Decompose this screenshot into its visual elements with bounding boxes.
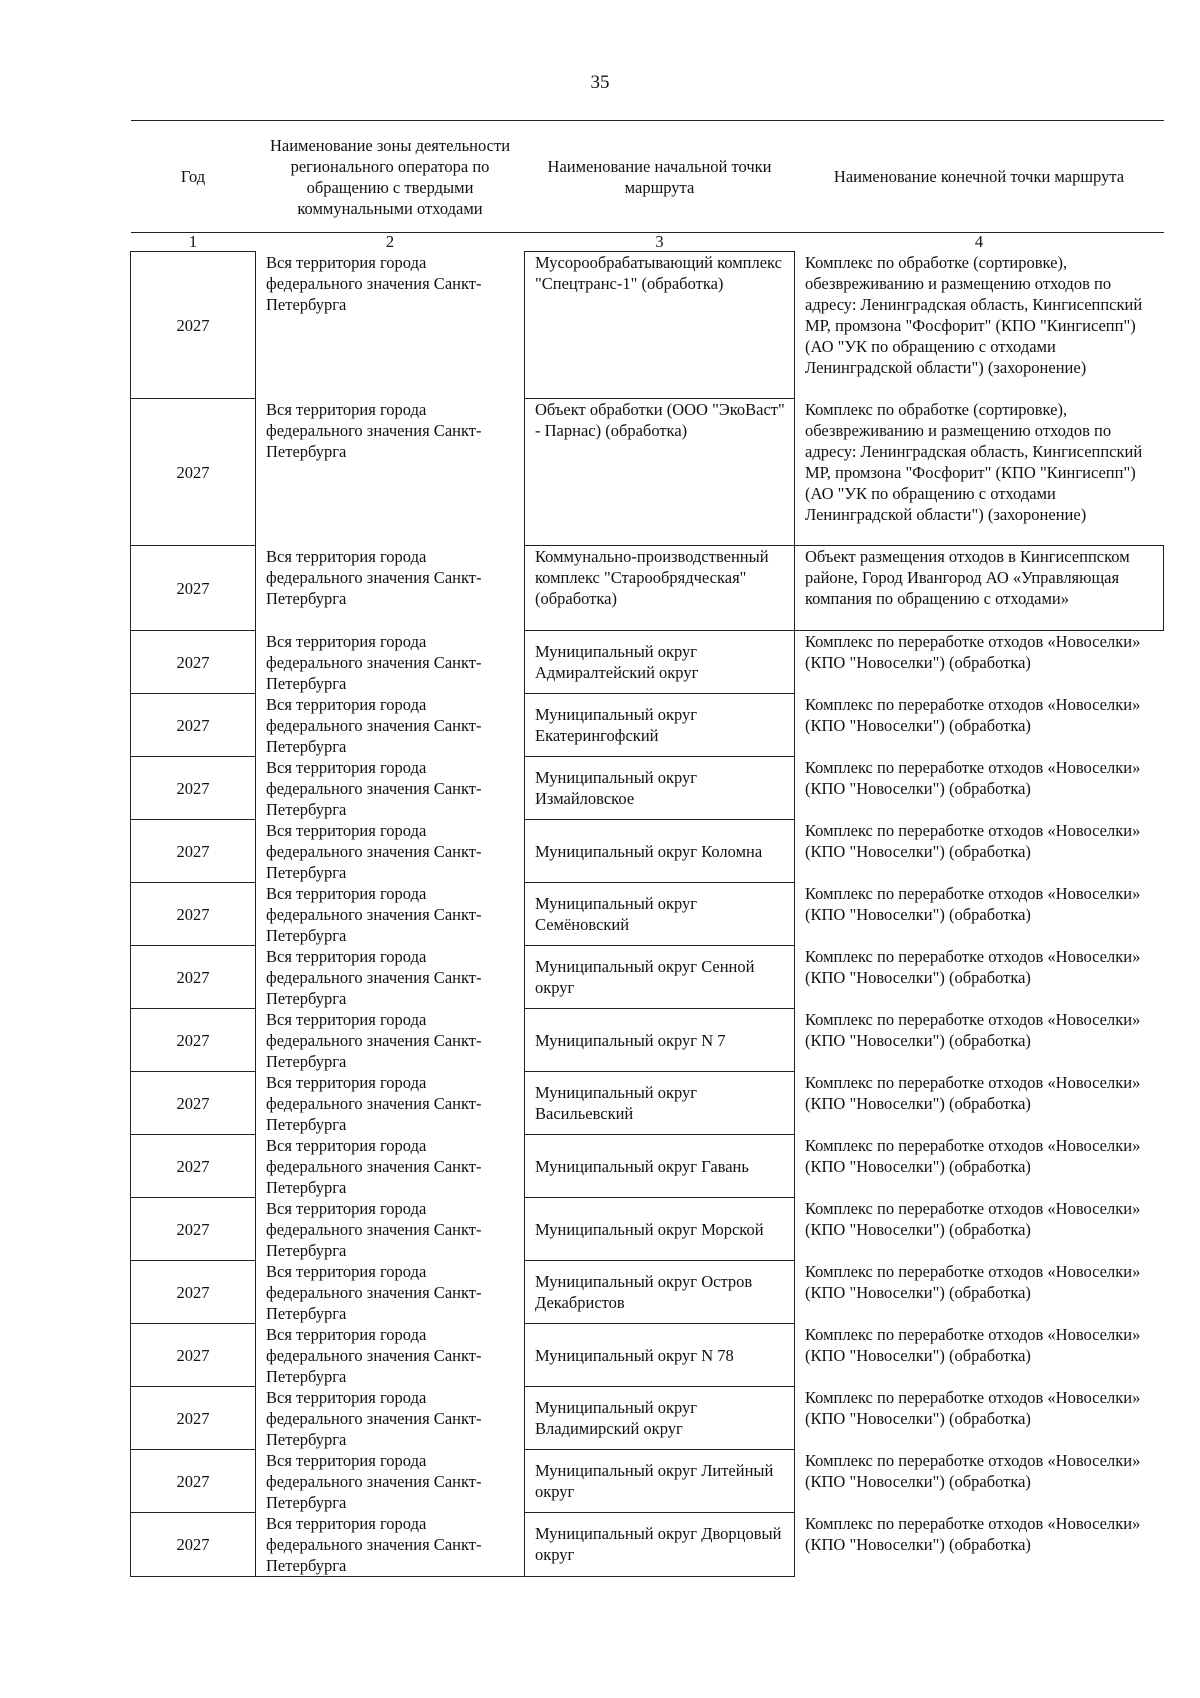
table-row	[131, 1261, 1164, 1324]
header-zone: Наименование зоны деятельности регионального оператора по обращению с твердыми коммунальными отходами	[256, 121, 525, 233]
year-cell: 2027	[131, 1324, 256, 1387]
year-cell: 2027	[131, 1513, 256, 1577]
zone-cell: Вся территория города федерального значения Санкт-Петербурга	[256, 1387, 525, 1450]
zone-cell: Вся территория города федерального значения Санкт-Петербурга	[256, 1009, 525, 1072]
end-point-cell: Комплекс по переработке отходов «Новоселки» (КПО "Новоселки") (обработка)	[795, 1198, 1164, 1261]
end-point-cell: Комплекс по переработке отходов «Новоселки» (КПО "Новоселки") (обработка)	[795, 1009, 1164, 1072]
start-point-cell: Муниципальный округ Гавань	[525, 1135, 795, 1198]
table-body	[131, 252, 1164, 1577]
zone-cell: Вся территория города федерального значения Санкт-Петербурга	[256, 820, 525, 883]
column-number-row	[131, 233, 1164, 252]
year-cell: 2027	[131, 1135, 256, 1198]
zone-cell: Вся территория города федерального значения Санкт-Петербурга	[256, 757, 525, 820]
end-point-cell: Комплекс по переработке отходов «Новоселки» (КПО "Новоселки") (обработка)	[795, 1324, 1164, 1387]
start-point-cell: Муниципальный округ Екатерингофский	[525, 694, 795, 757]
zone-cell: Вся территория города федерального значения Санкт-Петербурга	[256, 1072, 525, 1135]
start-point-cell: Объект обработки (ООО "ЭкоВаст" - Парнас) (обработка)	[525, 399, 795, 546]
end-point-cell: Объект размещения отходов в Кингисеппском районе, Город Ивангород АО «Управляющая компания по обращению с отходами»	[795, 546, 1164, 631]
year-cell: 2027	[131, 399, 256, 546]
end-point-cell: Комплекс по переработке отходов «Новоселки» (КПО "Новоселки") (обработка)	[795, 1072, 1164, 1135]
column-number: 4	[795, 233, 1164, 252]
table-row	[131, 757, 1164, 820]
start-point-cell: Муниципальный округ Морской	[525, 1198, 795, 1261]
year-cell: 2027	[131, 252, 256, 399]
zone-cell: Вся территория города федерального значения Санкт-Петербурга	[256, 883, 525, 946]
end-point-cell: Комплекс по переработке отходов «Новоселки» (КПО "Новоселки") (обработка)	[795, 820, 1164, 883]
year-cell: 2027	[131, 1072, 256, 1135]
start-point-cell: Мусорообрабатывающий комплекс "Спецтранс-1" (обработка)	[525, 252, 795, 399]
year-cell: 2027	[131, 757, 256, 820]
start-point-cell: Муниципальный округ Измайловское	[525, 757, 795, 820]
year-cell: 2027	[131, 946, 256, 1009]
start-point-cell: Коммунально-производственный комплекс "Старообрядческая" (обработка)	[525, 546, 795, 631]
table-row	[131, 1513, 1164, 1577]
zone-cell: Вся территория города федерального значения Санкт-Петербурга	[256, 1324, 525, 1387]
year-cell: 2027	[131, 1198, 256, 1261]
end-point-cell: Комплекс по переработке отходов «Новоселки» (КПО "Новоселки") (обработка)	[795, 757, 1164, 820]
start-point-cell: Муниципальный округ Остров Декабристов	[525, 1261, 795, 1324]
table-row	[131, 399, 1164, 546]
table-row	[131, 694, 1164, 757]
start-point-cell: Муниципальный округ Коломна	[525, 820, 795, 883]
table-row	[131, 883, 1164, 946]
zone-cell: Вся территория города федерального значения Санкт-Петербурга	[256, 1198, 525, 1261]
table-row	[131, 252, 1164, 399]
end-point-cell: Комплекс по переработке отходов «Новоселки» (КПО "Новоселки") (обработка)	[795, 1450, 1164, 1513]
start-point-cell: Муниципальный округ N 7	[525, 1009, 795, 1072]
zone-cell: Вся территория города федерального значения Санкт-Петербурга	[256, 1513, 525, 1577]
year-cell: 2027	[131, 820, 256, 883]
routes-table	[130, 120, 1164, 1577]
page-number: 35	[590, 72, 610, 93]
zone-cell: Вся территория города федерального значения Санкт-Петербурга	[256, 1135, 525, 1198]
start-point-cell: Муниципальный округ N 78	[525, 1324, 795, 1387]
table-row	[131, 820, 1164, 883]
table-row	[131, 1135, 1164, 1198]
table-row	[131, 1324, 1164, 1387]
table-row	[131, 546, 1164, 631]
year-cell: 2027	[131, 1387, 256, 1450]
column-number: 2	[256, 233, 525, 252]
end-point-cell: Комплекс по переработке отходов «Новоселки» (КПО "Новоселки") (обработка)	[795, 1513, 1164, 1577]
start-point-cell: Муниципальный округ Семёновский	[525, 883, 795, 946]
year-cell: 2027	[131, 694, 256, 757]
zone-cell: Вся территория города федерального значения Санкт-Петербурга	[256, 631, 525, 694]
end-point-cell: Комплекс по переработке отходов «Новоселки» (КПО "Новоселки") (обработка)	[795, 1261, 1164, 1324]
table-row	[131, 946, 1164, 1009]
zone-cell: Вся территория города федерального значения Санкт-Петербурга	[256, 399, 525, 546]
start-point-cell: Муниципальный округ Васильевский	[525, 1072, 795, 1135]
header-year: Год	[131, 121, 256, 233]
year-cell: 2027	[131, 631, 256, 694]
routes-table-container	[130, 120, 1163, 1577]
year-cell: 2027	[131, 546, 256, 631]
header-row	[131, 121, 1164, 233]
start-point-cell: Муниципальный округ Сенной округ	[525, 946, 795, 1009]
table-row	[131, 1009, 1164, 1072]
start-point-cell: Муниципальный округ Дворцовый округ	[525, 1513, 795, 1577]
year-cell: 2027	[131, 883, 256, 946]
year-cell: 2027	[131, 1009, 256, 1072]
end-point-cell: Комплекс по переработке отходов «Новоселки» (КПО "Новоселки") (обработка)	[795, 946, 1164, 1009]
zone-cell: Вся территория города федерального значения Санкт-Петербурга	[256, 1261, 525, 1324]
end-point-cell: Комплекс по переработке отходов «Новоселки» (КПО "Новоселки") (обработка)	[795, 694, 1164, 757]
start-point-cell: Муниципальный округ Литейный округ	[525, 1450, 795, 1513]
end-point-cell: Комплекс по обработке (сортировке), обезвреживанию и размещению отходов по адресу: Ленинградская область, Кингисеппский МР, промзона "Фосфорит" (КПО "Кингисепп") (АО "УК по обращению с отходами Ленинградской области") (захоронение)	[795, 252, 1164, 399]
end-point-cell: Комплекс по переработке отходов «Новоселки» (КПО "Новоселки") (обработка)	[795, 1387, 1164, 1450]
table-row	[131, 1387, 1164, 1450]
table-row	[131, 1450, 1164, 1513]
end-point-cell: Комплекс по переработке отходов «Новоселки» (КПО "Новоселки") (обработка)	[795, 631, 1164, 694]
header-end-point: Наименование конечной точки маршрута	[795, 121, 1164, 233]
zone-cell: Вся территория города федерального значения Санкт-Петербурга	[256, 694, 525, 757]
table-header	[131, 121, 1164, 252]
start-point-cell: Муниципальный округ Владимирский округ	[525, 1387, 795, 1450]
column-number: 3	[525, 233, 795, 252]
start-point-cell: Муниципальный округ Адмиралтейский округ	[525, 631, 795, 694]
zone-cell: Вся территория города федерального значения Санкт-Петербурга	[256, 946, 525, 1009]
table-row	[131, 1072, 1164, 1135]
year-cell: 2027	[131, 1261, 256, 1324]
table-row	[131, 631, 1164, 694]
end-point-cell: Комплекс по переработке отходов «Новоселки» (КПО "Новоселки") (обработка)	[795, 883, 1164, 946]
zone-cell: Вся территория города федерального значения Санкт-Петербурга	[256, 546, 525, 631]
end-point-cell: Комплекс по обработке (сортировке), обезвреживанию и размещению отходов по адресу: Ленинградская область, Кингисеппский МР, промзона "Фосфорит" (КПО "Кингисепп") (АО "УК по обращению с отходами Ленинградской области") (захоронение)	[795, 399, 1164, 546]
zone-cell: Вся территория города федерального значения Санкт-Петербурга	[256, 252, 525, 399]
end-point-cell: Комплекс по переработке отходов «Новоселки» (КПО "Новоселки") (обработка)	[795, 1135, 1164, 1198]
header-start-point: Наименование начальной точки маршрута	[525, 121, 795, 233]
year-cell: 2027	[131, 1450, 256, 1513]
table-row	[131, 1198, 1164, 1261]
column-number: 1	[131, 233, 256, 252]
zone-cell: Вся территория города федерального значения Санкт-Петербурга	[256, 1450, 525, 1513]
